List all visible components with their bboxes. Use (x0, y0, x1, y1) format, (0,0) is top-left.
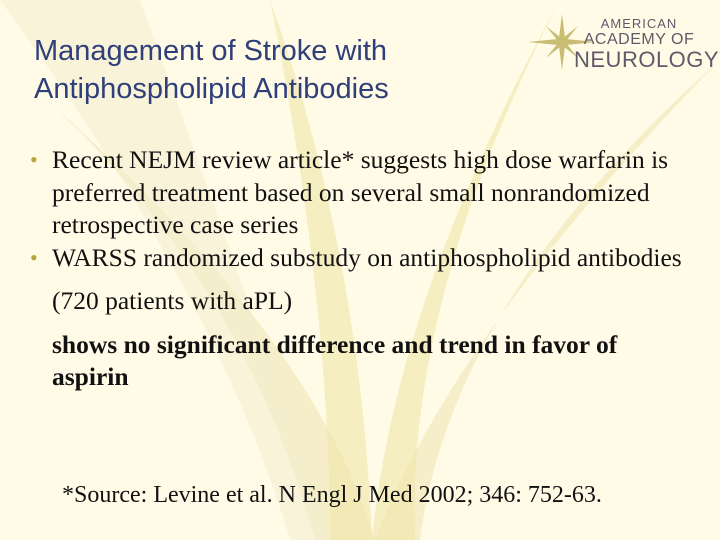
title-line-1: Management of Stroke with (34, 35, 388, 67)
source-citation: *Source: Levine et al. N Engl J Med 2002; 346: 752-63. (62, 482, 602, 508)
title-line-2: Antiphospholipid Antibodies (34, 73, 389, 105)
bullet-marker: • (30, 244, 38, 270)
bullet-marker: • (30, 147, 38, 172)
continuation-line: (720 patients with aPL) (52, 286, 293, 315)
logo-line-2: ACADEMY OF (583, 31, 695, 48)
aan-logo-text (574, 16, 720, 72)
logo-line-1: AMERICAN (600, 16, 678, 31)
bullet-item-2 (30, 242, 700, 275)
logo-line-3: NEUROLOGY (574, 47, 720, 72)
bullet-text-1: Recent NEJM review article* suggests high dose warfarin is preferred treatment based on several small nonrandomized retrospective case series (52, 145, 669, 239)
slide-title (34, 32, 504, 108)
conclusion-text: shows no significant difference and trend in favor of aspirin (52, 329, 618, 391)
bullet-text-2: WARSS randomized substudy on antiphospholipid antibodies (52, 242, 682, 272)
slide-body (30, 144, 700, 394)
bullet-item-1 (30, 144, 700, 242)
